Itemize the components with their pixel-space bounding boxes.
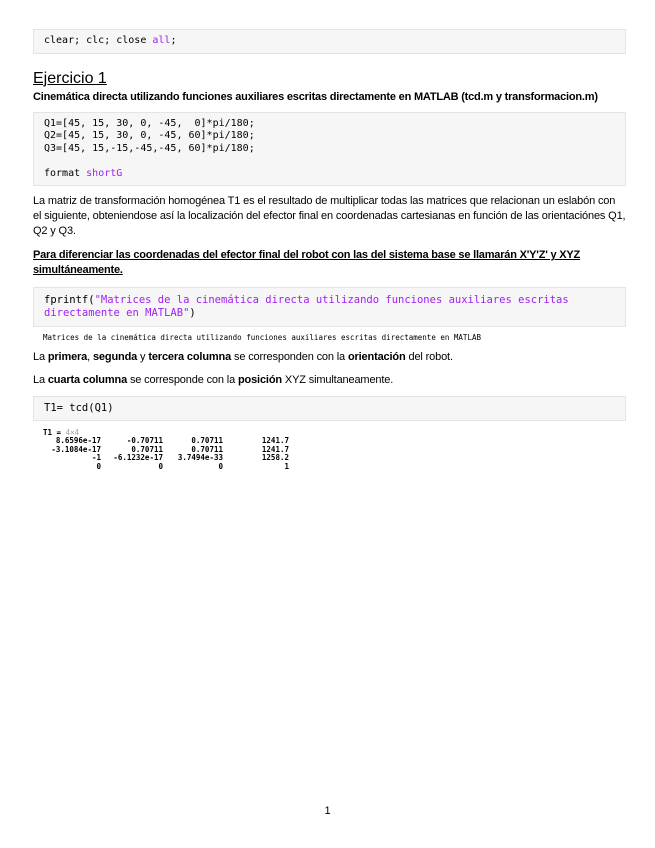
matrix-cell: 3.7494e-33 [177, 453, 223, 462]
matrix-cell: 0 [158, 461, 163, 471]
matrix-cell: 0 [96, 461, 101, 471]
text: La [33, 351, 48, 363]
matrix-table [43, 437, 289, 471]
code-text: clear; clc; close [44, 35, 153, 46]
matrix-dims: 4×4 [65, 427, 80, 437]
code-text: ; [170, 35, 177, 46]
code-function: ) [189, 307, 196, 319]
code-text: format [44, 167, 87, 179]
document-page [33, 29, 626, 471]
bold-text: cuarta columna [47, 374, 128, 386]
paragraph-position [33, 373, 626, 388]
matrix-cell: -3.1084e-17 [51, 444, 101, 454]
bold-text: tercera columna [148, 351, 232, 363]
code-function: fprintf( [44, 294, 95, 306]
code-block-clear[interactable] [33, 29, 626, 54]
text: La [33, 374, 48, 386]
code-line: Q2=[45, 15, 30, 0, -45, 60]*pi/180; [44, 130, 255, 141]
text: se corresponde con la [127, 374, 238, 386]
matrix-cell: 0 [218, 461, 223, 471]
code-block-fprintf[interactable] [33, 287, 626, 327]
matrix-cell: 1241.7 [261, 436, 289, 445]
code-line: Q1=[45, 15, 30, 0, -45, 0]*pi/180; [44, 117, 255, 129]
matrix-row [43, 446, 289, 455]
matrix-cell: -1 [91, 453, 101, 462]
matrix-cell: 1 [284, 461, 289, 471]
matrix-cell: 8.6596e-17 [55, 436, 101, 445]
matrix-cell: 0.70711 [191, 436, 223, 445]
text: se corresponden con la [231, 351, 348, 363]
matrix-row [43, 454, 289, 463]
code-block-joint-angles[interactable] [33, 112, 626, 187]
page-number: 1 [324, 805, 331, 817]
matrix-cell: 1258.2 [261, 453, 289, 462]
console-output: Matrices de la cinemática directa utilizando funciones auxiliares escritas directamente en MATLAB [43, 333, 481, 342]
matrix-output [43, 429, 626, 472]
paragraph-transform-matrix: La matriz de transformación homogénea T1 es el resultado de multiplicar todas las matrices que relacionan un eslabón con el siguiente, obteniendose así la localización del efector final en coordenadas cartesianas en función de las orientaciónes Q1, Q2 y Q3. [33, 195, 626, 237]
text: , [87, 351, 93, 363]
matrix-name: T1 = [43, 427, 66, 437]
section-subtitle: Cinemática directa utilizando funciones auxiliares escritas directamente en MATLAB (tcd.m y transformacion.m) [33, 90, 598, 103]
paragraph-orientation [33, 350, 626, 365]
matrix-cell: 0.70711 [131, 444, 163, 454]
matrix-cell: 1241.7 [261, 444, 289, 454]
bold-text: segunda [92, 351, 138, 363]
code-line [44, 168, 615, 181]
code-string: "Matrices de la cinemática directa utilizando funciones auxiliares escritas [94, 294, 569, 306]
matrix-cell: -6.1232e-17 [113, 453, 163, 462]
code-keyword: all [152, 35, 171, 46]
matrix-row [43, 463, 289, 472]
matrix-cell: -0.70711 [126, 436, 163, 445]
code-string: directamente en MATLAB" [44, 307, 190, 319]
bold-text: primera [47, 351, 88, 363]
code-line: Q3=[45, 15,-15,-45,-45, 60]*pi/180; [44, 142, 255, 154]
matrix-cell: 0.70711 [191, 444, 223, 454]
paragraph-coordinates-note: Para diferenciar las coordenadas del efector final del robot con las del sistema base se llamarán X'Y'Z' y XYZ simultáneamente. [33, 249, 581, 276]
code-block-tcd[interactable]: T1= tcd(Q1) [33, 396, 626, 421]
text: XYZ simultaneamente. [281, 374, 394, 386]
text: y [137, 351, 149, 363]
section-heading: Ejercicio 1 [33, 69, 107, 87]
bold-text: orientación [347, 351, 406, 363]
bold-text: posición [237, 374, 282, 386]
text: del robot. [405, 351, 453, 363]
code-keyword: shortG [86, 167, 123, 179]
